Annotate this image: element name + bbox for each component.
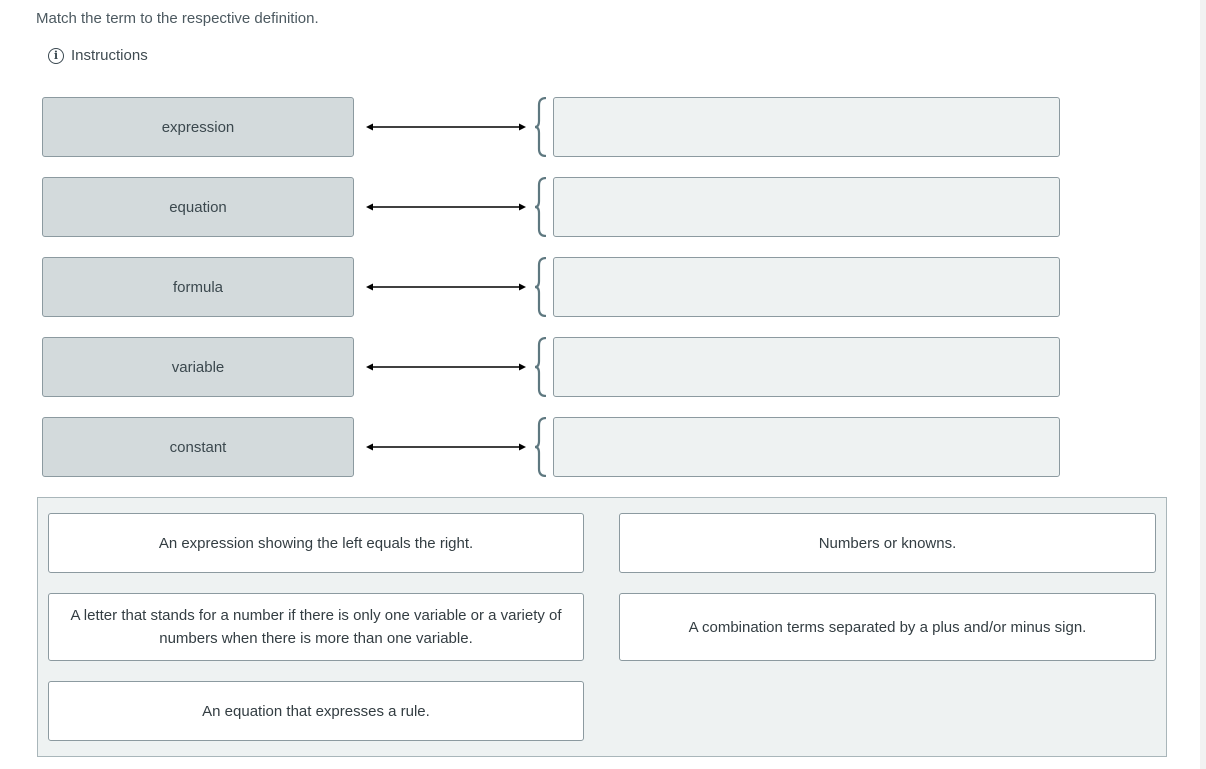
match-row <box>42 257 1060 317</box>
brace-icon <box>534 97 548 157</box>
drop-target[interactable] <box>553 97 1060 157</box>
drop-target[interactable] <box>553 177 1060 237</box>
double-arrow-icon <box>366 121 526 133</box>
info-icon: i <box>48 48 64 64</box>
double-arrow-icon <box>366 281 526 293</box>
choice-card[interactable]: An expression showing the left equals the right. <box>48 513 584 573</box>
choice-card[interactable]: A letter that stands for a number if there is only one variable or a variety of numbers when there is more than one variable. <box>48 593 584 661</box>
choice-card[interactable]: An equation that expresses a rule. <box>48 681 584 741</box>
term-constant[interactable]: constant <box>42 417 354 477</box>
term-variable[interactable]: variable <box>42 337 354 397</box>
choice-card[interactable]: A combination terms separated by a plus and/or minus sign. <box>619 593 1156 661</box>
answer-bank <box>37 497 1167 757</box>
match-row <box>42 177 1060 237</box>
choice-card[interactable]: Numbers or knowns. <box>619 513 1156 573</box>
double-arrow-icon <box>366 361 526 373</box>
instructions-link[interactable] <box>48 47 148 64</box>
drop-target[interactable] <box>553 257 1060 317</box>
instructions-label: Instructions <box>71 47 148 64</box>
double-arrow-icon <box>366 441 526 453</box>
term-formula[interactable]: formula <box>42 257 354 317</box>
term-expression[interactable]: expression <box>42 97 354 157</box>
match-row <box>42 97 1060 157</box>
match-row <box>42 417 1060 477</box>
brace-icon <box>534 337 548 397</box>
term-equation[interactable]: equation <box>42 177 354 237</box>
brace-icon <box>534 177 548 237</box>
match-row <box>42 337 1060 397</box>
drop-target[interactable] <box>553 337 1060 397</box>
brace-icon <box>534 417 548 477</box>
brace-icon <box>534 257 548 317</box>
double-arrow-icon <box>366 201 526 213</box>
drop-target[interactable] <box>553 417 1060 477</box>
question-prompt: Match the term to the respective definition. <box>36 10 319 27</box>
